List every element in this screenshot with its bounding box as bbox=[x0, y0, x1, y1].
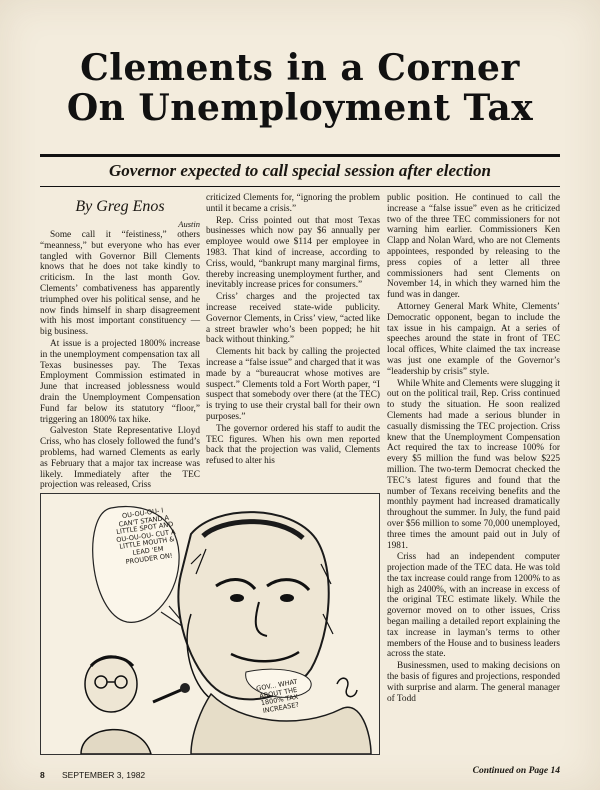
paragraph: criticized Clements for, “ignoring the problem until it became a crisis.” bbox=[206, 193, 380, 214]
subheadline: Governor expected to call special session after election bbox=[109, 161, 491, 180]
paragraph: Galveston State Representative Lloyd Criss, who has closely followed the fund’s problems, had warned Clements as early as February that a major tax increase was likely. Immediately after the TEC projection was released, Criss bbox=[40, 426, 200, 491]
continued-note: Continued on Page 14 bbox=[472, 766, 560, 776]
bottom-rule bbox=[40, 186, 560, 187]
byline: By Greg Enos bbox=[75, 198, 165, 215]
paragraph: Criss’ charges and the projected tax increase received state-wide publicity. Governor Clements, in Criss’ view, “acted like a street brawler who’s been popped; he hit back without thinking.” bbox=[206, 292, 380, 346]
editorial-cartoon bbox=[40, 493, 380, 755]
paragraph: At issue is a projected 1800% increase in the unemployment compensation tax all Texas businesses pay. The Texas Employment Commission estimated in June that increased joblessness would drain the Unemployment Compensation Fund far below its statutory “floor,” triggering an 1800% tax hike. bbox=[40, 338, 200, 425]
cartoon-drawing bbox=[41, 494, 379, 754]
headline-line-1: Clements in a Corner bbox=[80, 47, 520, 89]
issue-date: SEPTEMBER 3, 1982 bbox=[62, 770, 146, 780]
paragraph: public position. He continued to call the increase a “false issue” even as he criticized two of the three TEC commissioners for not warning him earlier. Commissioners Ken Clapp and Nolan Ward, who are not Clements appointees, responded by releasing to the press copies of a letter all three commissioners had sent Clements on November 14, in which they warned him the fund was in danger. bbox=[387, 193, 560, 301]
paragraph: Criss had an independent computer projection made of the TEC data. He was told the tax increase could range from 1200% to as high as 2400%, with an increase in excess of the original TEC estimate likely. While the governor moved on to other issues, Criss began mailing a detailed report explaining the tax increase in layman’s terms to other members of the House and to business leaders across the state. bbox=[387, 552, 560, 660]
paragraph: Attorney General Mark White, Clements’ Democratic opponent, began to include the tax issue in his campaign. At a series of speeches around the state in front of TEC local offices, White claimed the tax increase was just one example of the Governor’s “leadership by crisis” style. bbox=[387, 301, 560, 377]
top-rule bbox=[40, 154, 560, 157]
paragraph: Rep. Criss pointed out that most Texas businesses which now pay $6 annually per employee would owe $114 per employee in 1983. That kind of increase, according to Criss, would, “bankrupt many marginal firms, thereby increasing unemployment further, and inevitably increase prices for consumers.” bbox=[206, 215, 380, 291]
paragraph: The governor ordered his staff to audit the TEC figures. When his own men reported back that the projection was valid, Clements refused to alter his bbox=[206, 423, 380, 467]
paragraph: Businessmen, used to making decisions on the basis of figures and projections, responded with surprise and alarm. The general manager of Todd bbox=[387, 661, 560, 704]
small-speech-bubble-text: GOV... WHAT ABOUT THE 1800% TAX INCREASE? bbox=[255, 677, 300, 715]
speech-bubble-text: OU-OU-OU- I CAN'T STAND A LITTLE SPOT AND OU-OU-OU- CUT A LITTLE MOUTH & LEAD 'EM PROUDER ON! bbox=[115, 506, 177, 566]
dateline: Austin bbox=[178, 219, 200, 229]
page-number: 8 bbox=[40, 770, 45, 780]
headline-line-2: On Unemployment Tax bbox=[66, 87, 534, 129]
paragraph: Some call it “feistiness,” others “meanness,” but everyone who has ever tangled with Governor Bill Clements knows that he does not take kindly to criticism. In the last month Gov. Clements’ combativeness has apparently triumphed over his political sense, and he now finds himself in sharp disagreement with his most important constituency — big business. bbox=[40, 230, 200, 338]
paragraph: Clements hit back by calling the projected increase a “false issue” and charged that it was made by a “bureaucrat whose motives are suspect.” Clements told a Fort Worth paper, “I suspect that somebody over there (at the TEC) is trying to use their crystal ball for their own purposes.” bbox=[206, 347, 380, 422]
headline bbox=[0, 48, 600, 128]
column-3 bbox=[387, 193, 560, 777]
paragraph: While White and Clements were slugging it out on the political trail, Rep. Criss continued to study the situation. He soon realized Clements had made a serious blunder in casually dismissing the TEC projection. Criss knew that the Unemployment Compensation Act required the tax to increase 100% for every $5 million the fund was below $225 million. The two-term Democrat checked the TEC’s latest figures and found that the number of Texans receiving benefits and the monthly payment had increased dramatically throughout the summer. In July, the fund paid over $56 million to some 70,000 unemployed, three times the amount paid out in July of 1981. bbox=[387, 378, 561, 551]
column-2 bbox=[206, 193, 380, 493]
column-1 bbox=[40, 230, 200, 491]
